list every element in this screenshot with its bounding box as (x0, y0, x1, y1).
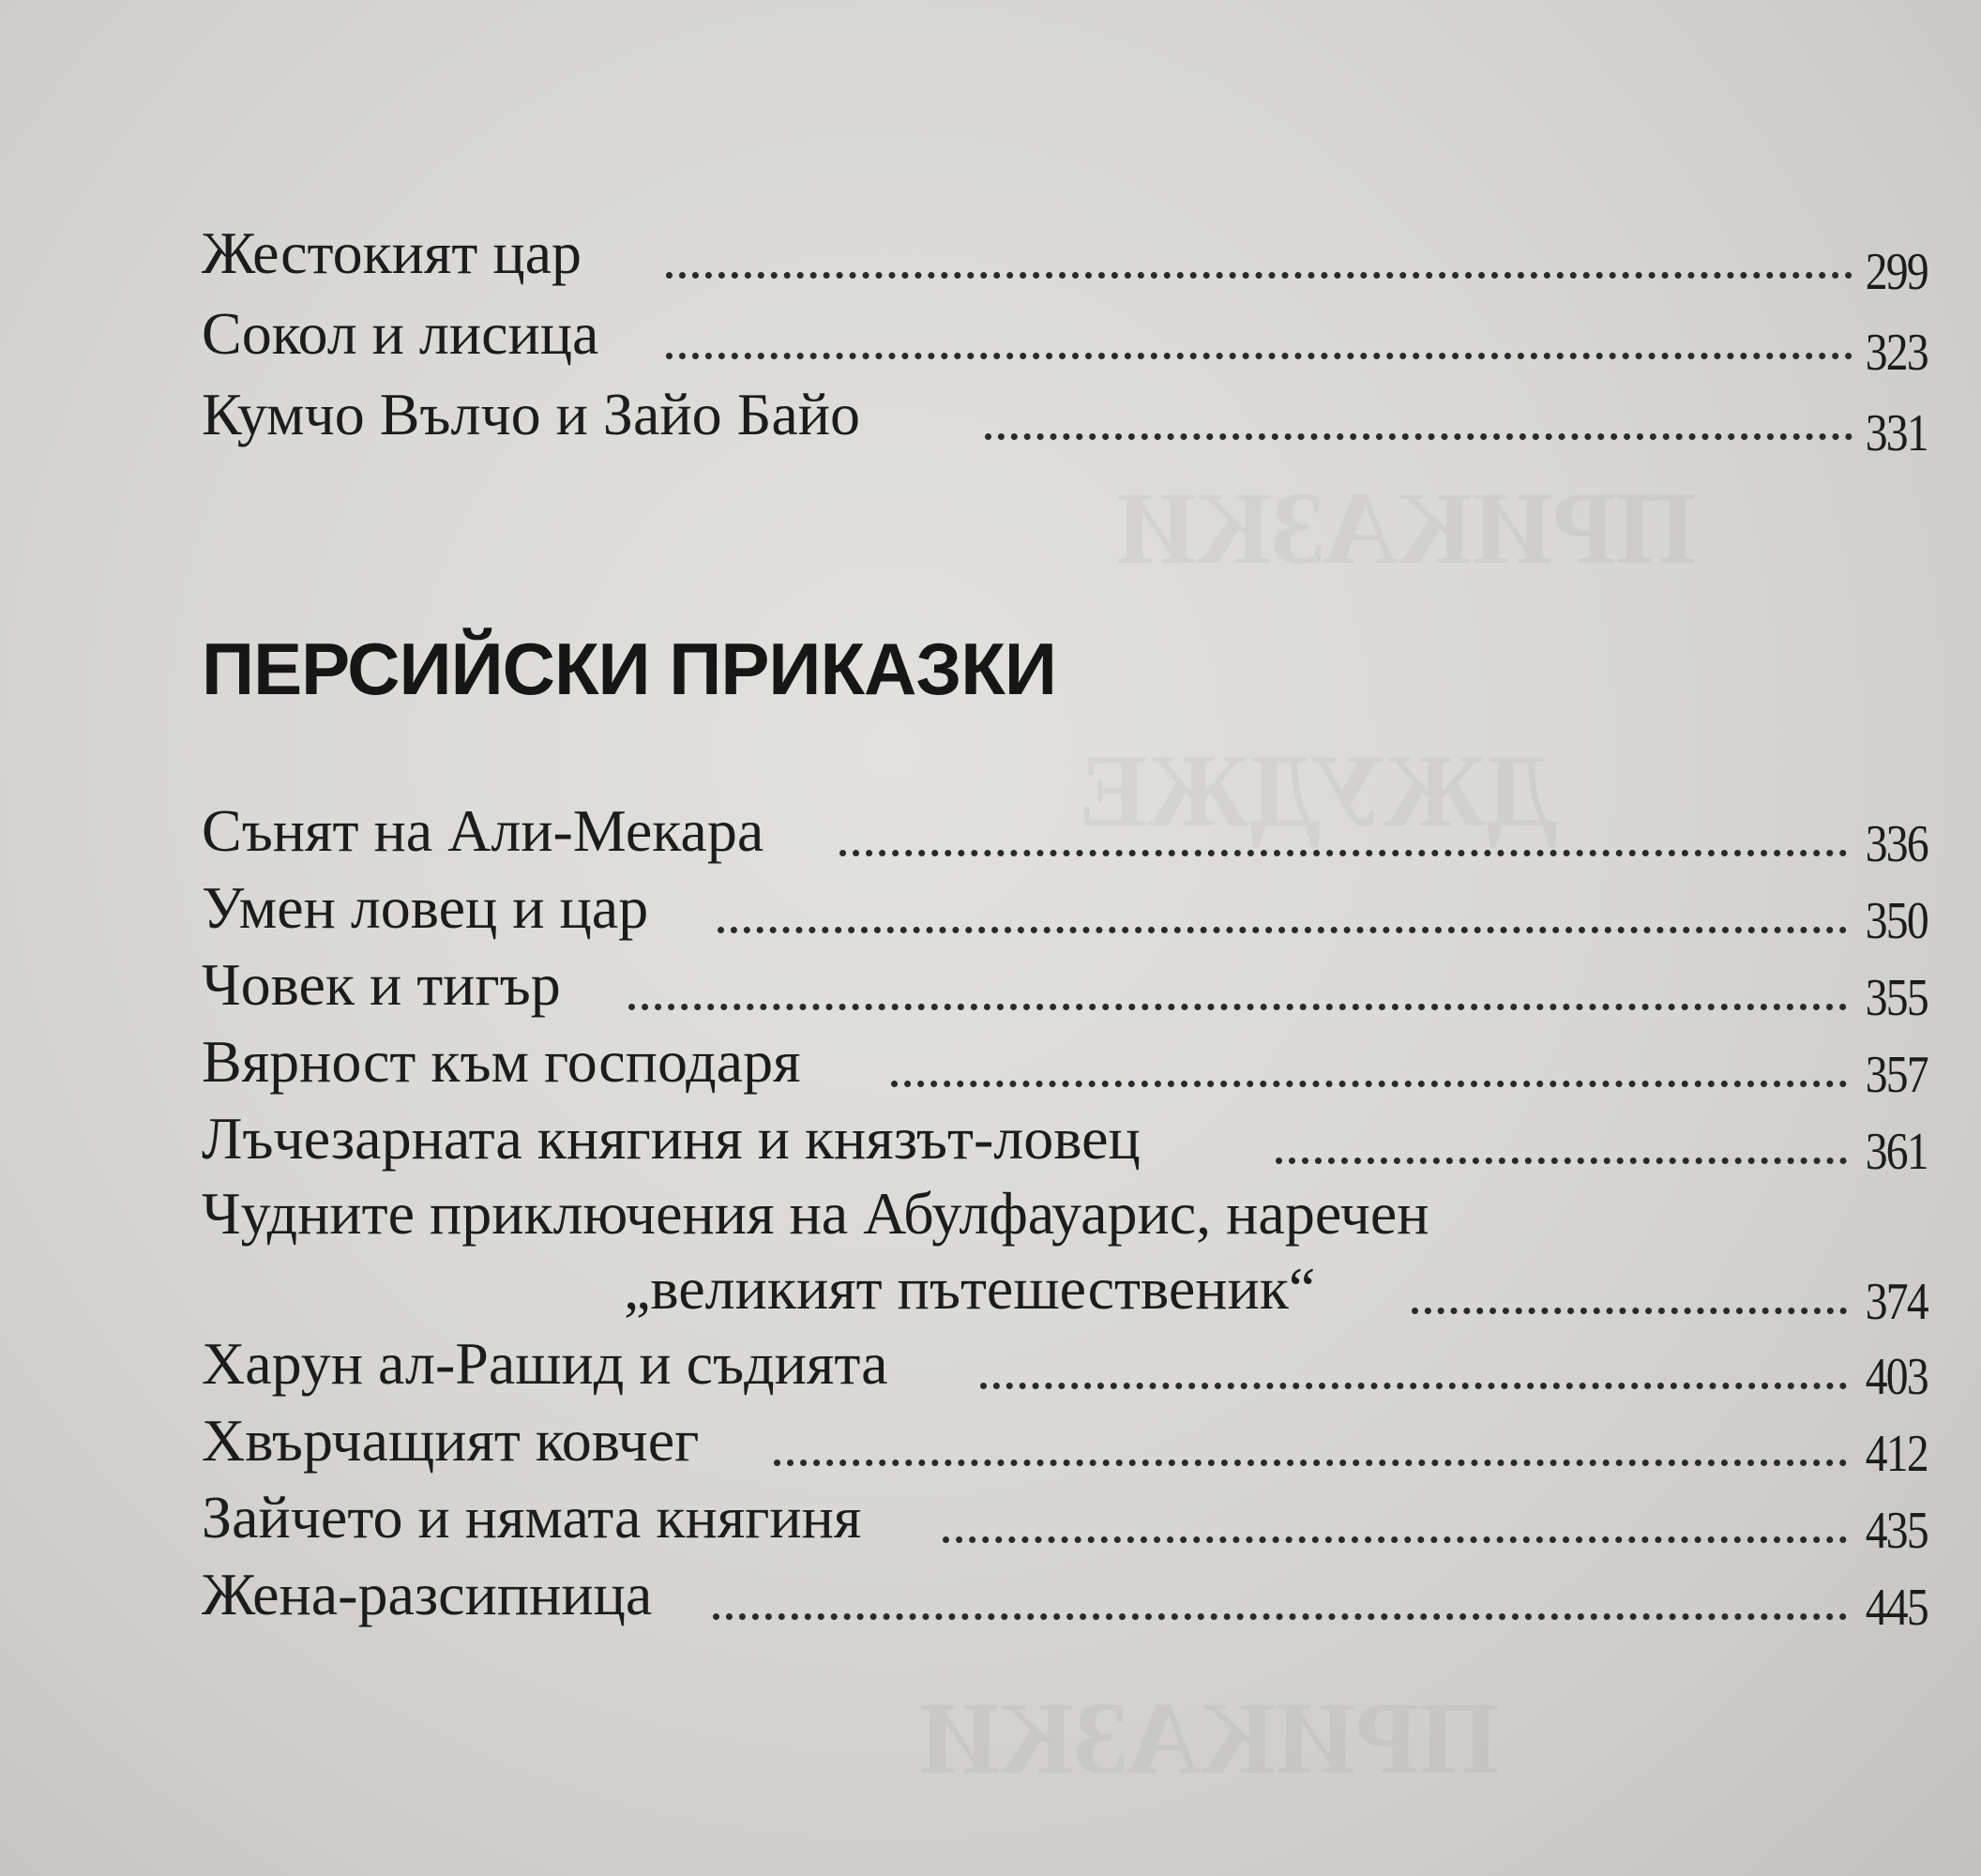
toc-entry (202, 951, 1928, 1028)
toc-entry-page: 299 (1865, 243, 1928, 301)
toc-entry-page: 374 (1865, 1273, 1928, 1331)
toc-entry-multiline (202, 1180, 1928, 1330)
section-heading: ПЕРСИЙСКИ ПРИКАЗКИ (202, 628, 1056, 710)
toc-entry-title: Чудните приключения на Абулфауарис, наречен (202, 1180, 1429, 1247)
toc-entry-page: 336 (1865, 815, 1928, 873)
toc-entry (202, 1484, 1928, 1561)
toc-entry-page: 355 (1865, 969, 1928, 1027)
toc-leader-dots (774, 1460, 1847, 1466)
toc-entry-title: Зайчето и нямата княгиня (202, 1484, 862, 1551)
toc-entry-page: 445 (1865, 1579, 1928, 1637)
toc-previous-section (202, 218, 1928, 465)
toc-entry-title: Човек и тигър (202, 951, 561, 1018)
toc-section-entries (202, 797, 1928, 1638)
toc-leader-dots (666, 272, 1852, 279)
toc-leader-dots (891, 1081, 1847, 1087)
toc-entry-title: Сокол и лисица (202, 300, 599, 367)
toc-entry-subtitle: „великият пътешественик“ (624, 1255, 1316, 1322)
toc-entry-page: 331 (1865, 404, 1928, 462)
toc-leader-dots (1276, 1157, 1847, 1164)
toc-entry (202, 383, 1928, 465)
toc-leader-dots (628, 1004, 1847, 1010)
toc-entry-title: Жестокият цар (202, 219, 582, 286)
toc-entry-page: 435 (1865, 1502, 1928, 1560)
show-through-text (1116, 469, 1696, 588)
toc-entry-page: 361 (1865, 1123, 1928, 1181)
toc-leader-dots (1412, 1308, 1847, 1314)
toc-entry-page: 323 (1865, 324, 1928, 382)
toc-entry (202, 300, 1928, 383)
toc-leader-dots (666, 353, 1852, 359)
toc-entry (202, 1561, 1928, 1638)
toc-entry-page: 350 (1865, 892, 1928, 950)
toc-entry-title: Хвърчащият ковчег (202, 1407, 700, 1474)
toc-leader-dots (713, 1613, 1847, 1620)
toc-entry-page: 403 (1865, 1348, 1928, 1406)
show-through-text (919, 1679, 1499, 1798)
toc-entry (202, 1407, 1928, 1484)
toc-entry-title: Сънят на Али-Мекара (202, 797, 764, 864)
toc-entry-page: 357 (1865, 1046, 1928, 1104)
toc-entry-page: 412 (1865, 1425, 1928, 1483)
toc-leader-dots (718, 927, 1847, 933)
toc-entry (202, 218, 1928, 300)
toc-entry-title: Вярност към господаря (202, 1028, 801, 1095)
toc-entry-title: Жена-разсипница (202, 1561, 653, 1627)
toc-entry-title: Кумчо Вълчо и Зайо Байо (202, 381, 860, 447)
toc-entry (202, 874, 1928, 951)
toc-entry (202, 797, 1928, 874)
toc-leader-dots (943, 1536, 1847, 1543)
toc-entry (202, 1105, 1928, 1180)
toc-leader-dots (839, 850, 1847, 856)
toc-leader-dots (985, 433, 1852, 440)
toc-entry (202, 1028, 1928, 1105)
toc-leader-dots (980, 1383, 1847, 1389)
toc-entry-title: Лъчезарната княгиня и князът-ловец (202, 1105, 1141, 1172)
toc-entry (202, 1330, 1928, 1407)
toc-entry-title: Харун ал-Рашид и съдията (202, 1330, 888, 1397)
toc-entry-title: Умен ловец и цар (202, 874, 649, 941)
